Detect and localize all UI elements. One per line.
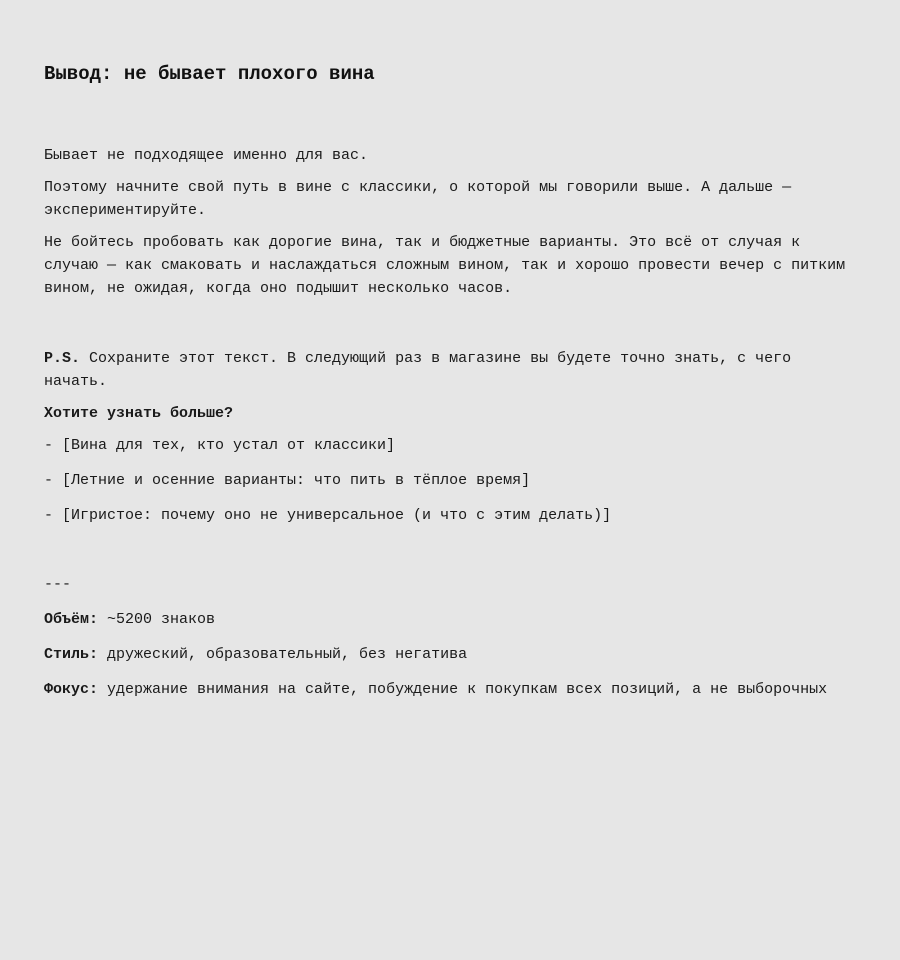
related-link-classics[interactable]: - [Вина для тех, кто устал от классики] [44, 437, 396, 454]
meta-style [44, 643, 856, 666]
spacer [44, 539, 856, 573]
meta-style-label: Стиль: [44, 646, 99, 663]
meta-volume-value: ~5200 знаков [98, 611, 216, 628]
meta-focus-value: удержание внимания на сайте, побуждение к покупкам всех позиций, а не выборочных [98, 681, 828, 698]
related-links-list [44, 434, 856, 527]
spacer [44, 309, 856, 347]
meta-style-value: дружеский, образовательный, без негатива [98, 646, 468, 663]
related-link-seasonal[interactable]: - [Летние и осенние варианты: что пить в тёплое время] [44, 472, 531, 489]
meta-focus-label: Фокус: [44, 681, 99, 698]
divider: --- [44, 576, 72, 593]
paragraph-classics: Поэтому начните свой путь в вине с классики, о которой мы говорили выше. А дальше — экспериментируйте. [44, 179, 792, 219]
meta-focus [44, 678, 856, 701]
meta-volume [44, 608, 856, 631]
ps-note [44, 347, 856, 393]
paragraph-budget: Не бойтесь пробовать как дорогие вина, так и бюджетные варианты. Это всё от случая к случаю — как смаковать и наслаждаться сложным вином, так и хорошо провести вечер с питким вином, не ожидая, когда оно подышит несколько часов. [44, 234, 846, 297]
page-title: Вывод: не бывает плохого вина [44, 63, 375, 85]
more-title: Хотите узнать больше? [44, 405, 234, 422]
paragraph-intro: Бывает не подходящее именно для вас. [44, 147, 369, 164]
ps-label: P.S. [44, 350, 81, 367]
related-link-sparkling[interactable]: - [Игристое: почему оно не универсальное (и что с этим делать)] [44, 507, 612, 524]
meta-volume-label: Объём: [44, 611, 99, 628]
ps-text: Сохраните этот текст. В следующий раз в магазине вы будете точно знать, с чего начать. [44, 350, 792, 390]
